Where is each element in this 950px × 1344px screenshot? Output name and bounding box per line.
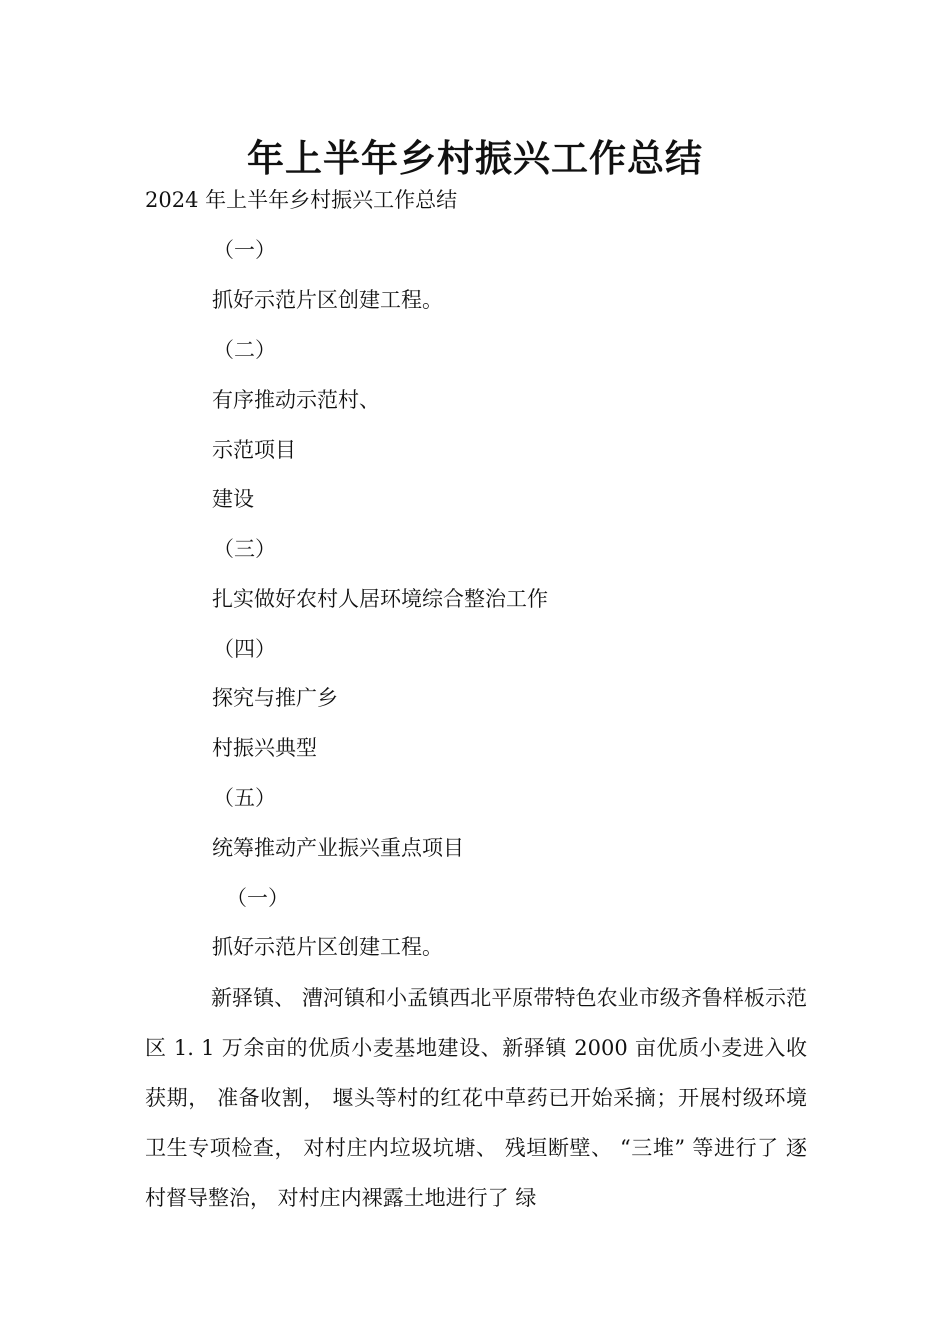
outline-item: （三） xyxy=(213,537,276,561)
body-paragraph: 新驿镇、 漕河镇和小孟镇西北平原带特色农业市级齐鲁样板示范区 1. 1 万余亩的优质小麦基地建设、新驿镇 2000 亩优质小麦进入收获期， 准备收割， 堰头等村的红花中草药已开始采摘；开展村级环境卫生专项检查， 对村庄内垃圾坑塘、 残垣断壁、 “三堆” 等进行了 逐村督导整治， 对村庄内裸露土地进行了 绿 xyxy=(145,986,807,1210)
outline-item: 统筹推动产业振兴重点项目 xyxy=(212,836,464,860)
outline-item: （二） xyxy=(213,338,276,362)
outline-item: （四） xyxy=(213,637,276,661)
outline-item: （五） xyxy=(213,786,276,810)
outline-item: 有序推动示范村、 xyxy=(212,388,380,412)
section-title: 抓好示范片区创建工程。 xyxy=(212,935,443,959)
document-subtitle: 2024 年上半年乡村振兴工作总结 xyxy=(145,188,458,212)
document-title: 年上半年乡村振兴工作总结 xyxy=(247,137,703,180)
outline-item: 探究与推广乡 xyxy=(212,686,338,710)
outline-item: 抓好示范片区创建工程。 xyxy=(212,288,443,312)
outline-item: 示范项目 xyxy=(212,438,296,462)
outline-item: 建设 xyxy=(212,487,254,511)
outline-item: 扎实做好农村人居环境综合整治工作 xyxy=(212,587,548,611)
outline-item: （一） xyxy=(213,238,276,262)
section-heading: （一） xyxy=(226,886,289,910)
outline-item: 村振兴典型 xyxy=(212,736,317,760)
